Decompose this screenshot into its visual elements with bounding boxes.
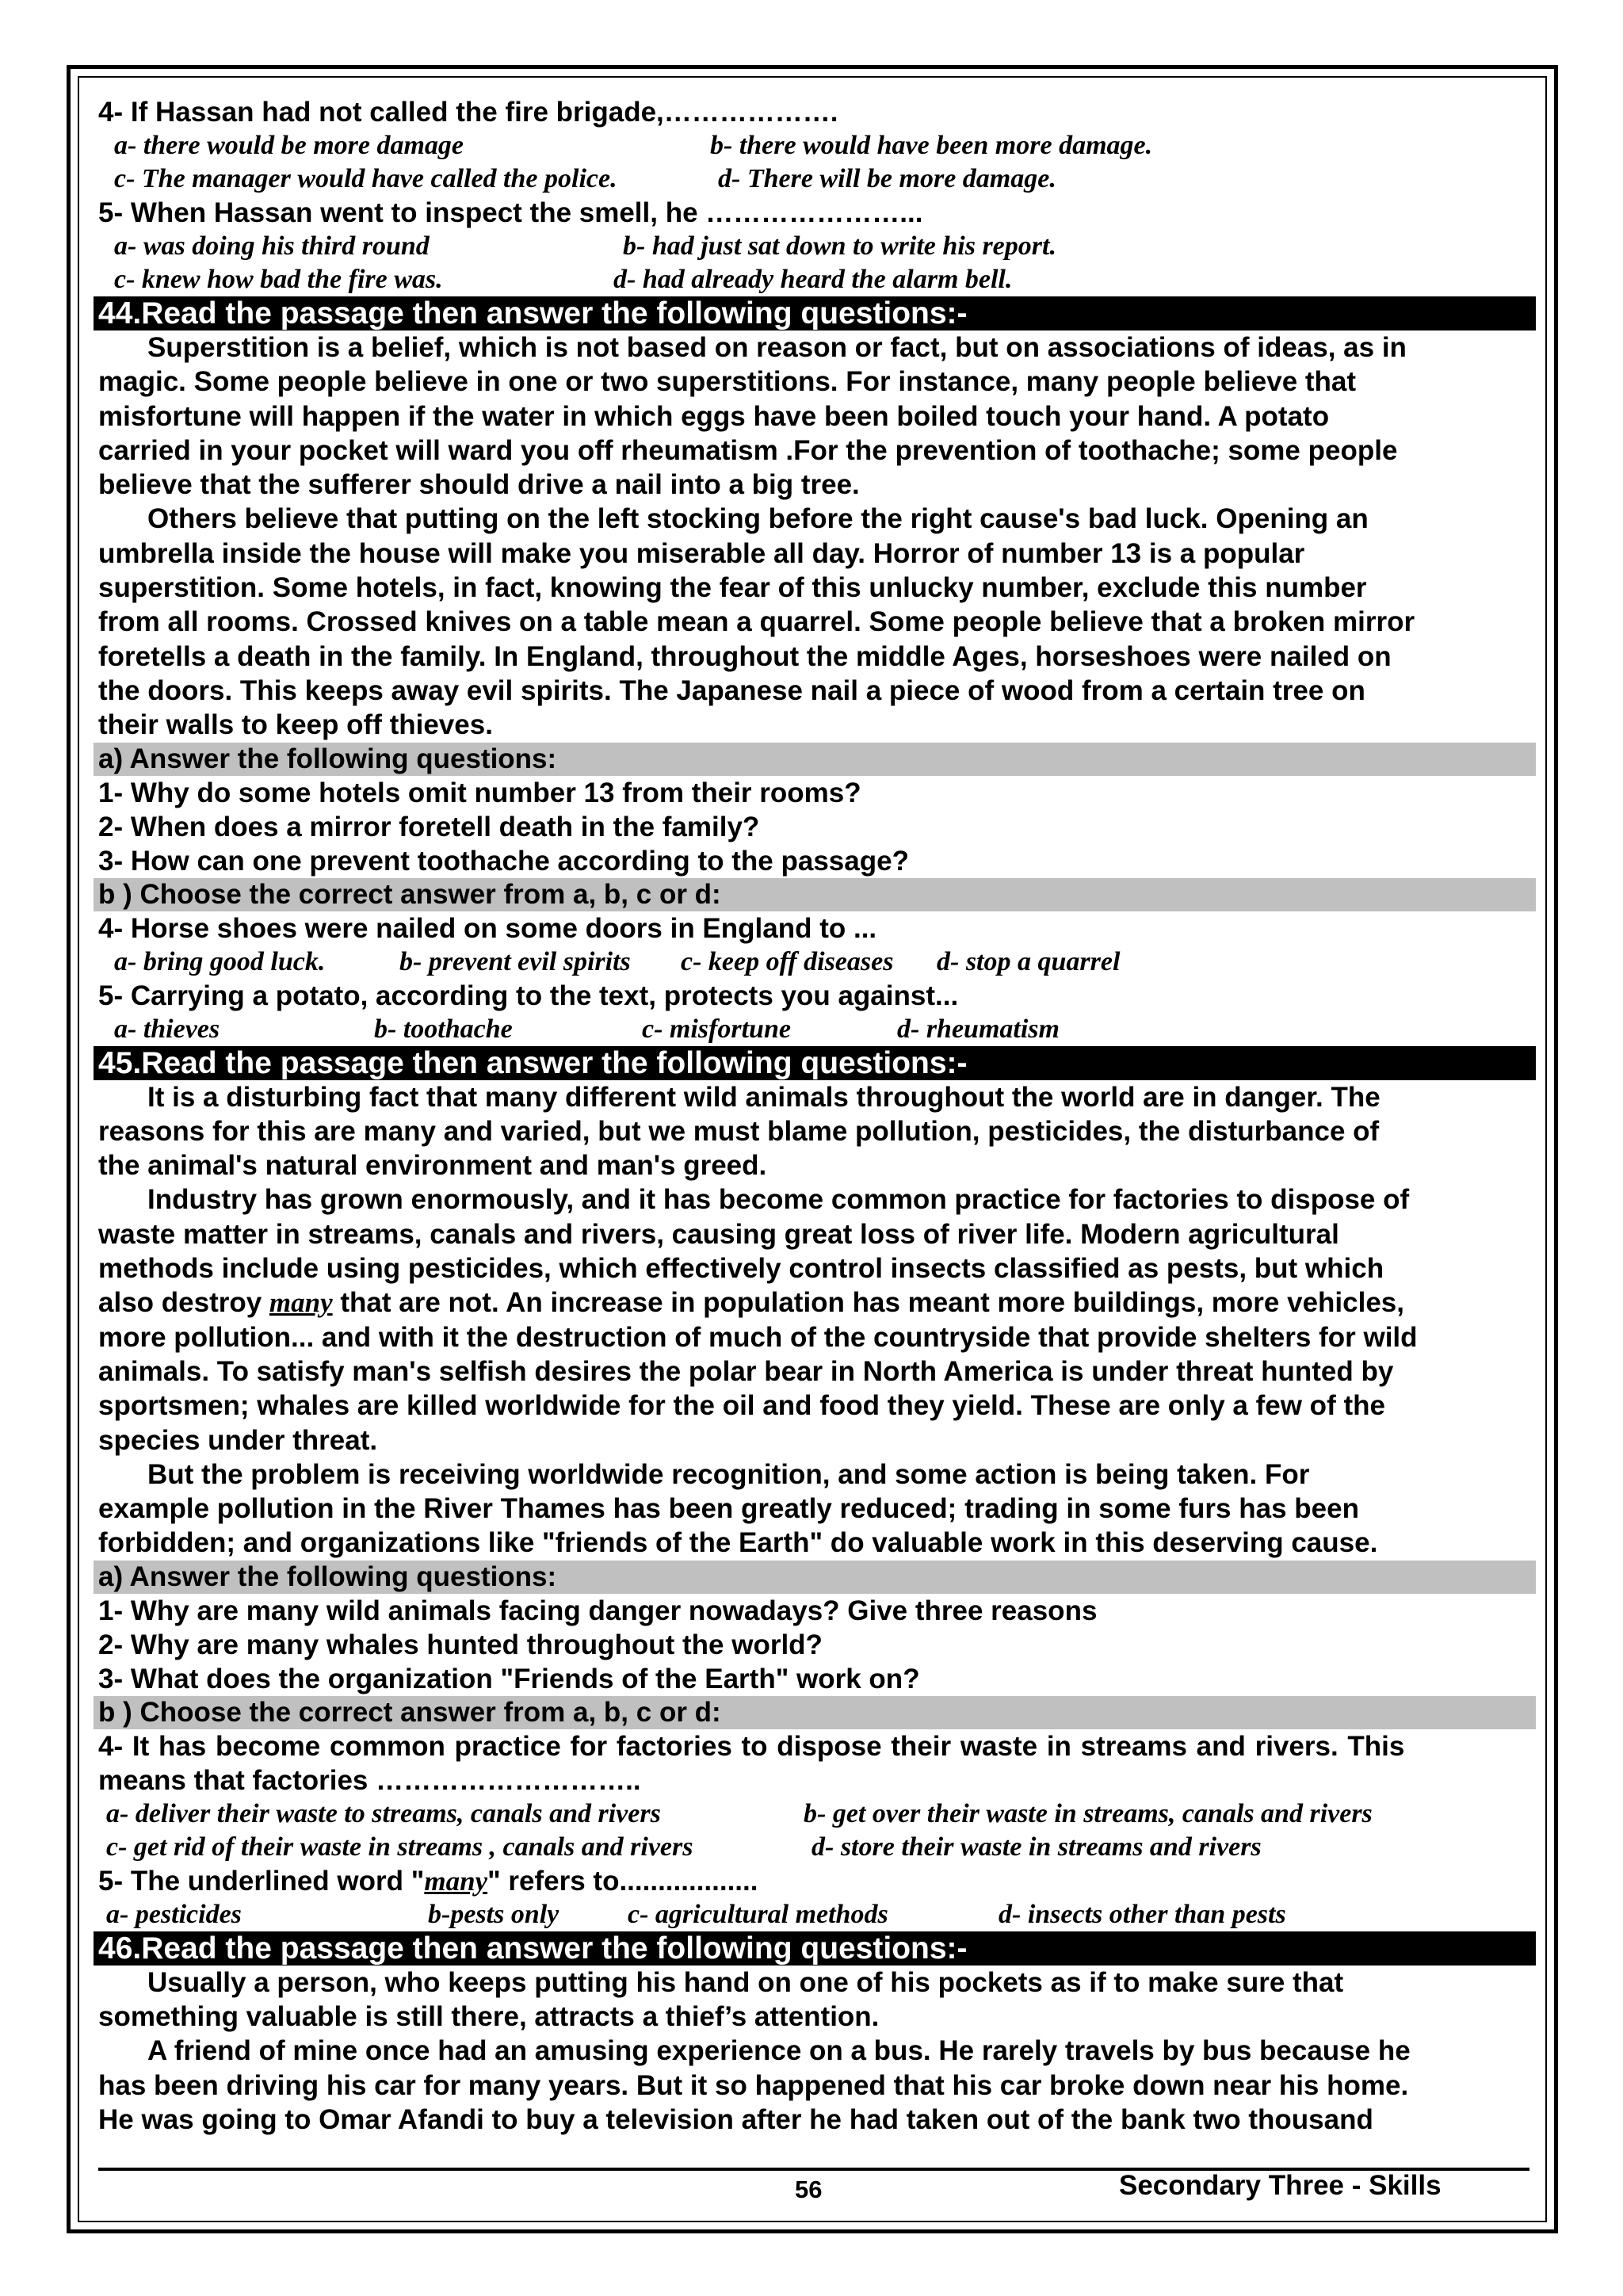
- question-2: 2- When does a mirror foretell death in the family?: [98, 811, 760, 842]
- question-1: 1- Why do some hotels omit number 13 from their rooms?: [98, 777, 861, 808]
- passage-line: He was going to Omar Afandi to buy a television after he had taken out of the bank two thousand: [98, 2103, 1373, 2135]
- option-a: a- was doing his third round: [114, 231, 430, 261]
- option-a: a- deliver their waste to streams, canals and rivers: [106, 1798, 661, 1828]
- passage-line: Others believe that putting on the left stocking before the right cause's bad luck. Opening an: [147, 503, 1369, 535]
- question-4-continued: means that factories ………………………..: [98, 1764, 641, 1796]
- question-4: 4- It has become common practice for factories to dispose their waste in streams and rivers. This: [98, 1730, 1405, 1762]
- passage-line: more pollution... and with it the destruction of much of the countryside that provide shelters for wild: [98, 1321, 1418, 1353]
- line-text: " refers to..................: [487, 1865, 758, 1897]
- section-44-choose-header: b ) Choose the correct answer from a, b, c or d:: [94, 878, 1536, 911]
- passage-line: reasons for this are many and varied, but we must blame pollution, pesticides, the disturbance of: [98, 1115, 1380, 1147]
- passage-line: But the problem is receiving worldwide recognition, and some action is being taken. For: [147, 1458, 1310, 1490]
- section-44-answer-header: a) Answer the following questions:: [94, 743, 1536, 776]
- passage-line: foretells a death in the family. In England, throughout the middle Ages, horseshoes were nailed on: [98, 640, 1392, 672]
- question-4-options-row2: [98, 1831, 1531, 1864]
- underlined-word: many: [424, 1865, 488, 1897]
- passage-line: has been driving his car for many years. But it so happened that his car broke down near his home.: [98, 2069, 1409, 2101]
- section-45-answer-header: a) Answer the following questions:: [94, 1561, 1536, 1594]
- option-d: d- rheumatism: [897, 1014, 1060, 1044]
- passage-line: forbidden; and organizations like "friends of the Earth" do valuable work in this deserving cause.: [98, 1527, 1378, 1559]
- passage-line: umbrella inside the house will make you miserable all day. Horror of number 13 is a popular: [98, 537, 1305, 569]
- question-1: 1- Why are many wild animals facing danger nowadays? Give three reasons: [98, 1595, 1098, 1626]
- line-text: also destroy: [98, 1287, 269, 1319]
- option-c: c- get rid of their waste in streams , canals and rivers: [106, 1832, 693, 1862]
- option-c: c- agricultural methods: [628, 1899, 888, 1929]
- section-46-passage: [98, 1966, 1531, 2137]
- question-4-options: [98, 946, 1531, 979]
- option-c: c- keep off diseases: [681, 946, 894, 976]
- option-c: c- The manager would have called the police.: [114, 164, 617, 193]
- passage-line: It is a disturbing fact that many different wild animals throughout the world are in danger. The: [147, 1081, 1381, 1113]
- underlined-word: many: [269, 1287, 333, 1319]
- question-2: 2- Why are many whales hunted throughout the world?: [98, 1629, 823, 1660]
- line-text: that are not. An increase in population has meant more buildings, more vehicles,: [332, 1287, 1404, 1319]
- page-number: 56: [795, 2176, 823, 2203]
- option-b: b- had just sat down to write his report.: [623, 231, 1056, 261]
- section-45-header: 45.Read the passage then answer the following questions:-: [94, 1046, 1536, 1080]
- passage-line: Usually a person, who keeps putting his hand on one of his pockets as if to make sure that: [147, 1966, 1344, 1998]
- passage-line: sportsmen; whales are killed worldwide for the oil and food they yield. These are only a few of the: [98, 1390, 1385, 1422]
- passage-line: waste matter in streams, canals and rivers, causing great loss of river life. Modern agricultural: [98, 1218, 1339, 1250]
- question-4: 4- If Hassan had not called the fire brigade,……………….: [98, 97, 838, 128]
- question-5: 5- When Hassan went to inspect the smell, he …………………...: [98, 197, 923, 228]
- line-text: 5- The underlined word ": [98, 1865, 425, 1897]
- question-5-options: [98, 1898, 1531, 1931]
- option-d: d- stop a quarrel: [937, 946, 1121, 976]
- passage-line: the doors. This keeps away evil spirits. The Japanese nail a piece of wood from a certain tree on: [98, 674, 1365, 706]
- option-b: b-pests only: [428, 1899, 559, 1929]
- option-d: d- store their waste in streams and rivers: [812, 1832, 1262, 1862]
- option-b: b- get over their waste in streams, canals and rivers: [804, 1798, 1373, 1828]
- question-5-options: [98, 1013, 1531, 1046]
- question-4-options-row2: [98, 162, 1531, 196]
- question-3: 3- How can one prevent toothache according to the passage?: [98, 845, 909, 877]
- worksheet-content: [98, 95, 1531, 2179]
- passage-line: [98, 1286, 1531, 1320]
- question-3: 3- What does the organization "Friends of the Earth" work on?: [98, 1663, 920, 1694]
- option-c: c- misfortune: [642, 1014, 791, 1044]
- section-44-header: 44.Read the passage then answer the following questions:-: [94, 296, 1536, 330]
- passage-line: their walls to keep off thieves.: [98, 709, 493, 741]
- question-4-options: [98, 129, 1531, 162]
- section-46-header: 46.Read the passage then answer the following questions:-: [94, 1931, 1536, 1966]
- question-5: 5- Carrying a potato, according to the text, protects you against...: [98, 980, 959, 1011]
- passage-line: species under threat.: [98, 1424, 378, 1456]
- section-45-passage: [98, 1080, 1531, 1561]
- question-4-options: [98, 1797, 1531, 1831]
- passage-line: example pollution in the River Thames has been greatly reduced; trading in some furs has been: [98, 1493, 1359, 1525]
- passage-line: Industry has grown enormously, and it has become common practice for factories to dispose of: [147, 1184, 1410, 1216]
- passage-line: magic. Some people believe in one or two superstitions. For instance, many people believe that: [98, 366, 1357, 398]
- option-c: c- knew how bad the fire was.: [114, 265, 443, 294]
- passage-line: the animal's natural environment and man's greed.: [98, 1150, 767, 1182]
- option-b: b- there would have been more damage.: [710, 131, 1153, 160]
- passage-line: A friend of mine once had an amusing experience on a bus. He rarely travels by bus because he: [147, 2035, 1411, 2067]
- passage-line: animals. To satisfy man's selfish desires the polar bear in North America is under threat hunted by: [98, 1355, 1394, 1387]
- passage-line: superstition. Some hotels, in fact, knowing the fear of this unlucky number, exclude this number: [98, 572, 1367, 604]
- question-5-options-row2: [98, 263, 1531, 296]
- option-a: a- thieves: [114, 1014, 220, 1044]
- passage-line: carried in your pocket will ward you off rheumatism .For the prevention of toothache; some people: [98, 434, 1398, 466]
- question-4: 4- Horse shoes were nailed on some doors in England to ...: [98, 912, 877, 944]
- section-44-passage: [98, 330, 1531, 743]
- passage-line: Superstition is a belief, which is not based on reason or fact, but on associations of ideas, as in: [147, 332, 1407, 363]
- option-d: d- insects other than pests: [999, 1899, 1286, 1929]
- passage-line: misfortune will happen if the water in which eggs have been boiled touch your hand. A potato: [98, 400, 1330, 432]
- option-a: a- there would be more damage: [114, 131, 464, 160]
- question-5-options: [98, 230, 1531, 263]
- option-a: a- bring good luck.: [114, 946, 326, 976]
- passage-line: methods include using pesticides, which effectively control insects classified as pests, but which: [98, 1253, 1384, 1285]
- passage-line: from all rooms. Crossed knives on a table mean a quarrel. Some people believe that a broken mirror: [98, 606, 1415, 638]
- option-a: a- pesticides: [106, 1899, 242, 1929]
- question-5: [98, 1864, 1531, 1898]
- passage-line: something valuable is still there, attracts a thief’s attention.: [98, 2001, 880, 2033]
- option-d: d- had already heard the alarm bell.: [613, 265, 1013, 294]
- option-b: b- prevent evil spirits: [399, 946, 631, 976]
- option-d: d- There will be more damage.: [718, 164, 1056, 193]
- footer-title: Secondary Three - Skills: [1119, 2170, 1442, 2201]
- section-45-choose-header: b ) Choose the correct answer from a, b, c or d:: [94, 1696, 1536, 1729]
- option-b: b- toothache: [374, 1014, 513, 1044]
- passage-line: believe that the sufferer should drive a nail into a big tree.: [98, 469, 860, 501]
